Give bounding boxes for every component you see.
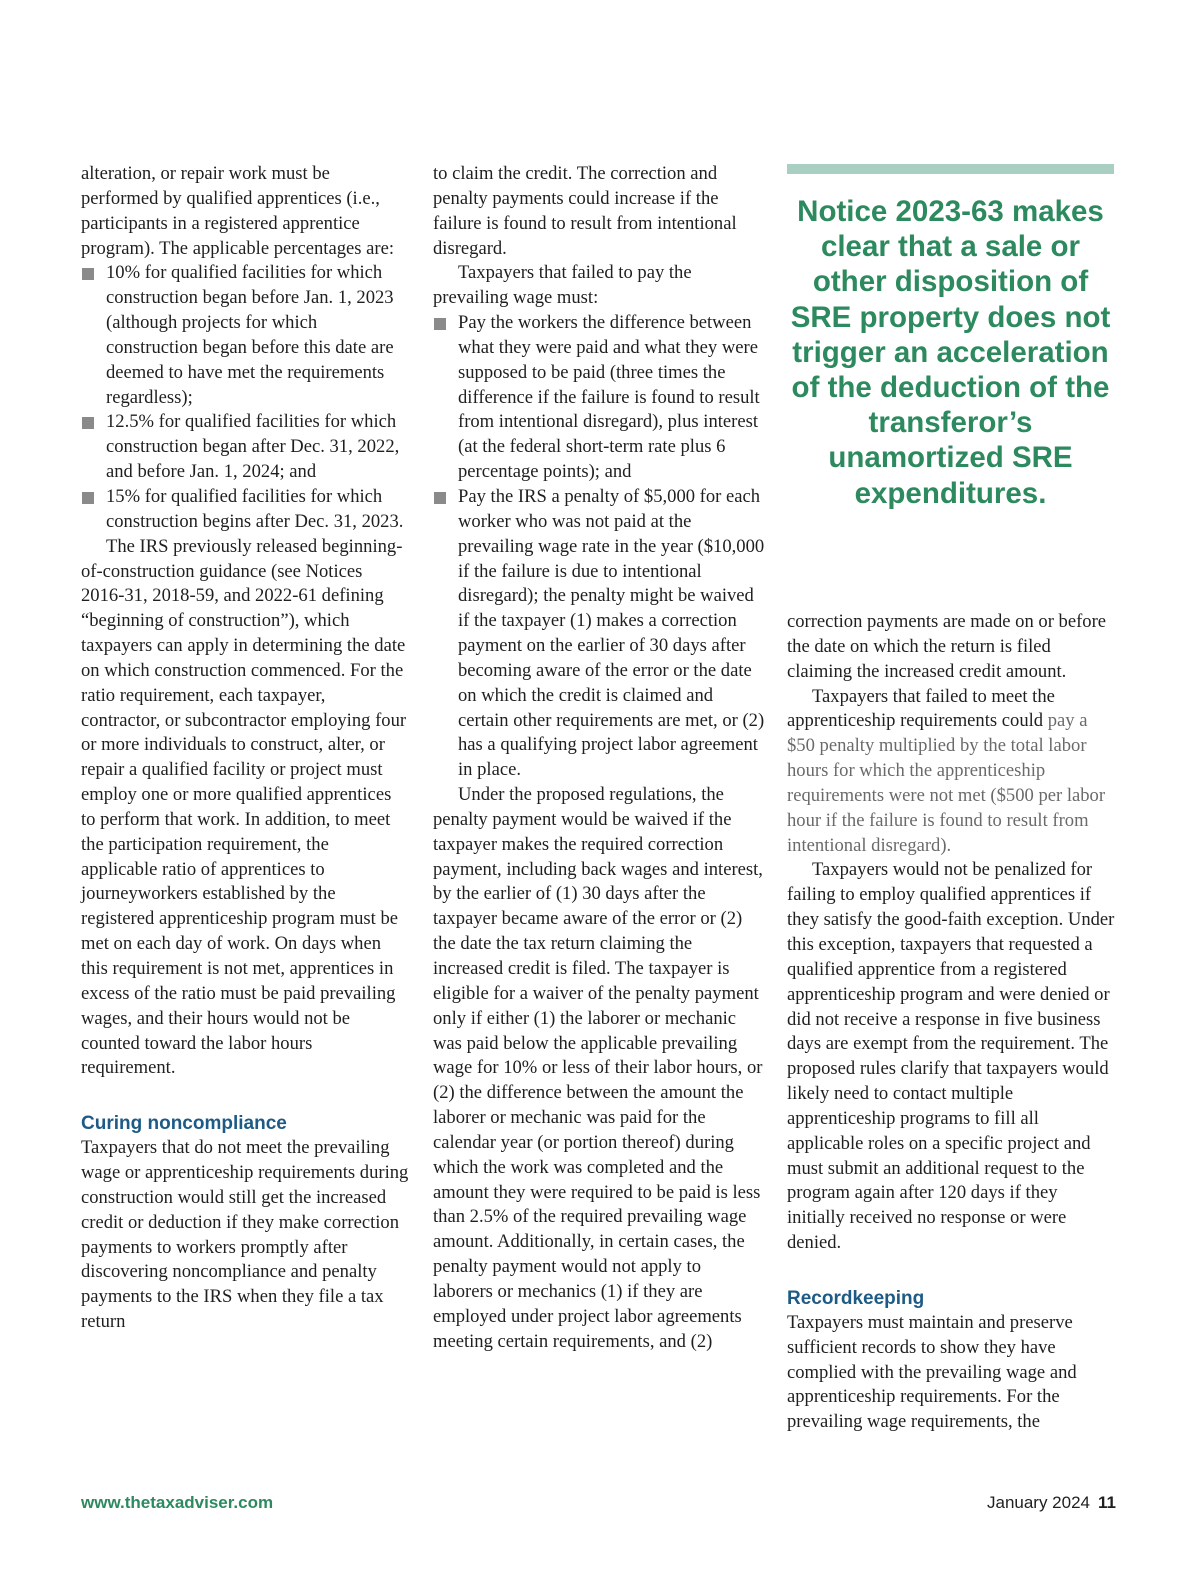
paragraph: Taxpayers would not be penalized for failing to employ qualified apprentices if they satisfy the good-faith exception. Under this exception, taxpayers that requested a qualified apprentice from a registered apprenticeship program and were denied or did not receive a response in five business days are exempt from the requirement. The proposed rules clarify that taxpayers would likely need to contact multiple apprenticeship programs to fill all applicable roles on a specific project and must submit an additional request to the program again after 120 days if they initially received no response or were denied. [787,859,1115,1254]
column-middle [433,162,765,1355]
list-item-text: Pay the IRS a penalty of $5,000 for each worker who was not paid at the prevailing wage rate in the year ($10,000 if the failure is due to intentional disregard); the penalty might be waived if the taxpayer (1) makes a correction payment on the earlier of 30 days after becoming aware of the error or the date on which the credit is claimed and certain other requirements are met, or (2) has a qualifying project labor agreement in place. [458,485,765,781]
paragraph [787,685,1117,859]
paragraph: to claim the credit. The correction and penalty payments could increase if the failure is found to result from intentional disregard. [433,163,737,259]
square-bullet-icon [82,268,94,280]
list-item [433,485,765,783]
list-item-text: 12.5% for qualified facilities for which construction began after Dec. 31, 2022, and before Jan. 1, 2024; and [106,411,400,483]
list-item [433,311,765,485]
pull-quote: Notice 2023-63 makes clear that a sale or other disposition of SRE property does not trigger an acceleration of the deduction of the transferor’s unamortized SRE expenditures. [790,195,1111,510]
footer-date: January 2024 [986,1493,1091,1512]
list-item [81,261,409,410]
paragraph: The IRS previously released beginning-of-construction guidance (see Notices 2016-31, 2018-59, and 2022-61 defining “beginning of construction”), which taxpayers can apply in determining the date on which construction commenced. For the ratio requirement, each taxpayer, contractor, or subcontractor employing four or more individuals to construct, alter, or repair a qualified facility or project must employ one or more qualified apprentices to perform that work. In addition, to meet the participation requirement, the applicable ratio of apprentices to journeyworkers established by the registered apprenticeship program must be met on each day of work. On days when this requirement is not met, apprentices in excess of the ratio must be paid prevailing wages, and their hours would not be counted toward the labor hours requirement. [81,535,407,1079]
paragraph-text: Taxpayers that failed to meet the apprenticeship requirements could [787,685,1055,732]
paragraph: Taxpayers must maintain and preserve sufficient records to show they have complied with the prevailing wage and apprenticeship requirements. For the prevailing wage requirements, the [787,1311,1077,1433]
column-right [787,610,1117,1435]
list-item-text: 15% for qualified facilities for which construction begins after Dec. 31, 2023. [106,485,404,532]
square-bullet-icon [434,318,446,330]
footer-issue-info [987,1493,1116,1513]
paragraph: Taxpayers that do not meet the prevailing wage or apprenticeship requirements during construction would still get the increased credit or deduction if they make correction payments to workers promptly after discovering noncompliance and penalty payments to the IRS when they file a tax return [81,1137,409,1333]
list-item-text: Pay the workers the difference between what they were paid and what they were supposed to be paid (three times the difference if the failure is found to result from intentional disregard), plus interest (at the federal short-term rate plus 6 percentage points); and [458,312,760,483]
page-number: 11 [1098,1493,1116,1512]
paragraph: Under the proposed regulations, the penalty payment would be waived if the taxpayer makes the required correction payment, including back wages and interest, by the earlier of (1) 30 days after the taxpayer became aware of the error or (2) the date the tax return claiming the increased credit is filed. The taxpayer is eligible for a waiver of the penalty payment only if either (1) the laborer or mechanic was paid below the applicable prevailing wage for 10% or less of their labor hours, or (2) the difference between the amount the laborer or mechanic was paid for the calendar year (or portion thereof) during which the work was completed and the amount they were required to be paid is less than 2.5% of the required prevailing wage amount. Additionally, in certain cases, the penalty payment would not apply to laborers or mechanics (1) if they are employed under project labor agreements meeting certain requirements, and (2) [433,784,763,1352]
square-bullet-icon [434,492,446,504]
paragraph: Taxpayers that failed to pay the prevailing wage must: [433,262,692,309]
footer-website-link[interactable]: www.thetaxadviser.com [81,1493,274,1512]
paragraph-text-gray: pay a $50 penalty multiplied by the total labor hours for which the apprenticeship requirements were not met ($500 per labor hour if the failure is found to result from intentional disregard). [787,710,1106,856]
paragraph: alteration, or repair work must be performed by qualified apprentices (i.e., participants in a registered apprentice program). The applicable percentages are: [81,163,395,259]
list-item [81,485,409,535]
paragraph: correction payments are made on or before the date on which the return is filed claiming the increased credit amount. [787,611,1107,682]
bullet-list [433,311,765,783]
section-heading-recordkeeping: Recordkeeping [787,1287,925,1309]
list-item [81,410,409,485]
column-left [81,162,409,1335]
bullet-list [81,261,409,534]
callout-top-bar [787,164,1114,174]
section-heading-curing-noncompliance: Curing noncompliance [81,1113,287,1135]
square-bullet-icon [82,492,94,504]
square-bullet-icon [82,417,94,429]
list-item-text: 10% for qualified facilities for which construction began before Jan. 1, 2023 (although projects for which construction began before this date are deemed to have met the requirements regardless); [106,262,394,408]
